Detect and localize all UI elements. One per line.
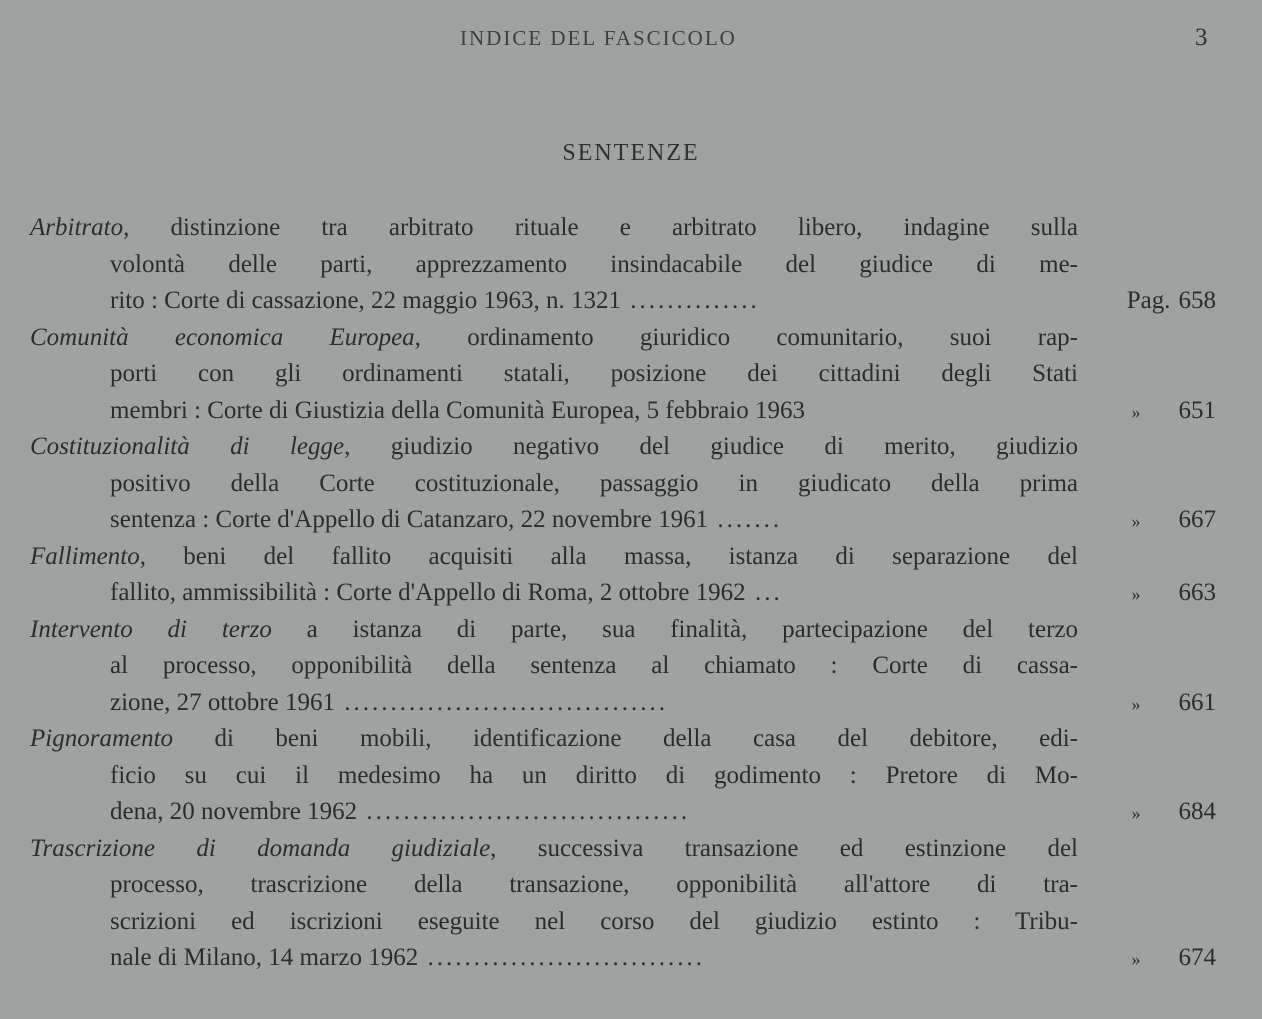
entry-description: rito : Corte di cassazione, 22 maggio 1963, n. 1321 bbox=[110, 287, 622, 314]
entry-line bbox=[30, 429, 1230, 466]
entry-term: Pignoramento bbox=[30, 725, 174, 752]
page-value: 658 bbox=[1178, 287, 1216, 314]
dot-leaders: ................................... bbox=[334, 688, 668, 716]
entry-description: di beni mobili, identificazione della casa del debitore, edi- bbox=[173, 725, 1078, 752]
index-entries bbox=[30, 210, 1230, 977]
page-value: 674 bbox=[1178, 944, 1216, 971]
entry-term: Costituzionalità di legge bbox=[30, 433, 345, 460]
entry-line bbox=[30, 393, 1230, 430]
index-entry bbox=[30, 320, 1230, 430]
entry-term: Comunità economica Europea bbox=[30, 323, 415, 351]
entry-description: volontà delle parti, apprezzamento insindacabile del giudice di me- bbox=[110, 250, 1078, 278]
entry-description: processo, trascrizione della transazione, opponibilità all'attore di tra- bbox=[110, 871, 1078, 898]
page-value: 661 bbox=[1178, 688, 1216, 716]
entry-description: , giudizio negativo del giudice di merito, giudizio bbox=[344, 433, 1078, 460]
index-entry bbox=[30, 539, 1230, 612]
entry-text bbox=[30, 940, 1078, 977]
entry-line bbox=[30, 685, 1230, 722]
page-reference bbox=[1132, 794, 1217, 832]
page-value: 651 bbox=[1178, 396, 1216, 424]
entry-line bbox=[30, 466, 1230, 503]
entry-description: , distinzione tra arbitrato rituale e arbitrato libero, indagine sulla bbox=[123, 214, 1078, 241]
page-prefix: » bbox=[1131, 949, 1141, 969]
entry-description: fallito, ammissibilità : Corte d'Appello di Roma, 2 ottobre 1962 bbox=[110, 579, 746, 606]
entry-line bbox=[30, 758, 1230, 795]
entry-line bbox=[30, 648, 1230, 685]
entry-description: , successiva transazione ed estinzione del bbox=[490, 834, 1078, 862]
entry-text bbox=[30, 575, 1078, 612]
entry-line bbox=[30, 575, 1230, 612]
entry-description: porti con gli ordinamenti statali, posizione dei cittadini degli Stati bbox=[110, 360, 1078, 387]
entry-description: scrizioni ed iscrizioni eseguite nel corso del giudizio estinto : Tribu- bbox=[110, 907, 1078, 935]
index-entry bbox=[30, 429, 1230, 539]
entry-text bbox=[30, 867, 1078, 904]
entry-description: al processo, opponibilità della sentenza al chiamato : Corte di cassa- bbox=[110, 652, 1078, 679]
page-reference bbox=[1132, 685, 1217, 723]
page-prefix: » bbox=[1131, 584, 1141, 604]
page-prefix: » bbox=[1131, 401, 1141, 422]
running-header bbox=[0, 26, 1262, 56]
entry-term: Fallimento bbox=[30, 542, 140, 570]
dot-leaders: .............................. bbox=[418, 944, 706, 971]
entry-text bbox=[30, 247, 1078, 284]
dot-leaders: ....... bbox=[708, 506, 783, 533]
page-reference bbox=[1132, 393, 1217, 431]
page-prefix: » bbox=[1131, 693, 1141, 714]
page-reference bbox=[1132, 575, 1217, 613]
entry-line bbox=[30, 904, 1230, 941]
entry-text bbox=[30, 612, 1078, 649]
page-value: 663 bbox=[1178, 579, 1216, 606]
entry-text bbox=[30, 210, 1078, 247]
entry-term: Arbitrato bbox=[30, 214, 124, 241]
entry-line bbox=[30, 612, 1230, 649]
page-prefix: » bbox=[1131, 803, 1141, 823]
entry-description: dena, 20 novembre 1962 bbox=[110, 798, 358, 825]
entry-text bbox=[30, 393, 1078, 430]
entry-text bbox=[30, 758, 1078, 795]
page-reference bbox=[1132, 502, 1217, 540]
entry-text bbox=[30, 466, 1078, 503]
entry-text bbox=[30, 539, 1078, 576]
entry-line bbox=[30, 283, 1230, 320]
entry-description: positivo della Corte costituzionale, passaggio in giudicato della prima bbox=[110, 469, 1078, 497]
page-reference bbox=[1127, 283, 1216, 320]
entry-line bbox=[30, 247, 1230, 284]
entry-description: a istanza di parte, sua finalità, partecipazione del terzo bbox=[271, 615, 1078, 643]
entry-description: sentenza : Corte d'Appello di Catanzaro, 22 novembre 1961 bbox=[110, 506, 709, 533]
entry-description: zione, 27 ottobre 1961 bbox=[110, 688, 335, 716]
page-number: 3 bbox=[1195, 24, 1208, 51]
page-prefix: Pag. bbox=[1126, 287, 1171, 314]
page-prefix: » bbox=[1131, 511, 1141, 531]
entry-text bbox=[30, 502, 1078, 539]
entry-text bbox=[30, 283, 1078, 320]
dot-leaders: ... bbox=[745, 579, 783, 606]
index-entry bbox=[30, 210, 1230, 320]
index-entry bbox=[30, 721, 1230, 831]
entry-line bbox=[30, 539, 1230, 576]
entry-line bbox=[30, 721, 1230, 758]
index-entry bbox=[30, 612, 1230, 722]
running-title: INDICE DEL FASCICOLO bbox=[460, 26, 737, 50]
entry-term: Trascrizione di domanda giudiziale bbox=[30, 834, 491, 862]
entry-text bbox=[30, 721, 1078, 758]
page-reference bbox=[1132, 940, 1217, 978]
entry-description: , beni del fallito acquisiti alla massa, istanza di separazione del bbox=[139, 542, 1078, 570]
index-entry bbox=[30, 831, 1230, 977]
entry-text bbox=[30, 429, 1078, 466]
entry-line bbox=[30, 356, 1230, 393]
entry-description: ficio su cui il medesimo ha un diritto di godimento : Pretore di Mo- bbox=[110, 761, 1078, 789]
entry-term: Intervento di terzo bbox=[30, 615, 272, 643]
entry-line bbox=[30, 320, 1230, 357]
entry-text bbox=[30, 648, 1078, 685]
entry-line bbox=[30, 940, 1230, 977]
page-value: 684 bbox=[1178, 798, 1216, 825]
entry-text bbox=[30, 356, 1078, 393]
entry-text bbox=[30, 320, 1078, 357]
entry-description: membri : Corte di Giustizia della Comunità Europea, 5 febbraio 1963 bbox=[110, 396, 805, 424]
dot-leaders: ................................... bbox=[357, 798, 691, 825]
entry-text bbox=[30, 904, 1078, 941]
entry-description: , ordinamento giuridico comunitario, suoi rap- bbox=[414, 323, 1078, 351]
entry-text bbox=[30, 794, 1078, 831]
entry-line bbox=[30, 502, 1230, 539]
entry-line bbox=[30, 867, 1230, 904]
section-title: SENTENZE bbox=[562, 140, 700, 166]
entry-description: nale di Milano, 14 marzo 1962 bbox=[110, 944, 419, 971]
entry-text bbox=[30, 685, 1078, 722]
entry-line bbox=[30, 794, 1230, 831]
entry-line bbox=[30, 831, 1230, 868]
entry-text bbox=[30, 831, 1078, 868]
page-value: 667 bbox=[1178, 506, 1216, 533]
entry-line bbox=[30, 210, 1230, 247]
dot-leaders: .............. bbox=[621, 287, 760, 314]
